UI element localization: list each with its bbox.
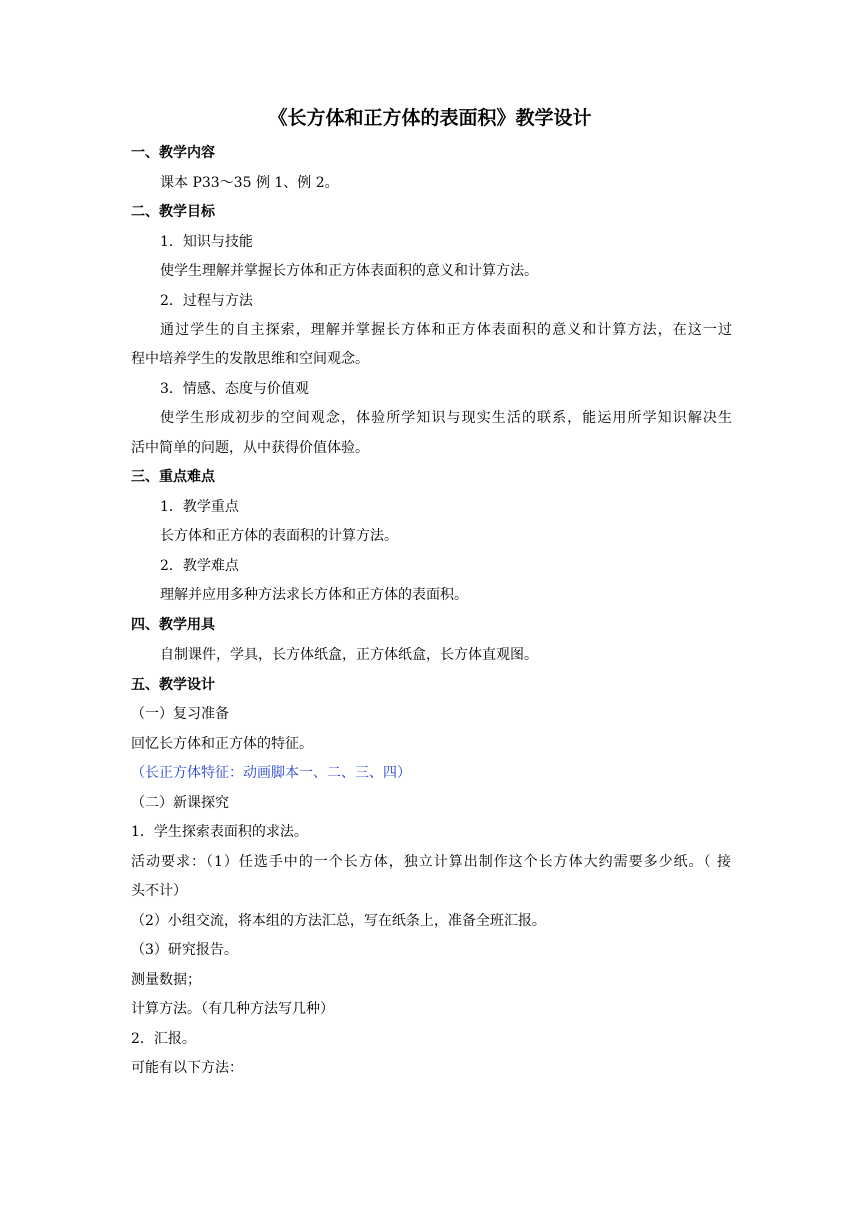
paragraph: 长方体和正方体的表面积的计算方法。 xyxy=(160,528,398,544)
paragraph: 自制课件，学具，长方体纸盒，正方体纸盒，长方体直观图。 xyxy=(160,647,538,663)
paragraph: 回忆长方体和正方体的特征。 xyxy=(131,736,313,752)
paragraph: 2．汇报。 xyxy=(131,1031,196,1047)
paragraph: 1．学生探索表面积的求法。 xyxy=(131,824,308,840)
paragraph: （2）小组交流，将本组的方法汇总，写在纸条上，准备全班汇报。 xyxy=(131,913,546,929)
subheading: 1．教学重点 xyxy=(160,499,239,515)
paragraph: 通过学生的自主探索，理解并掌握长方体和正方体表面积的意义和计算方法，在这一过 xyxy=(160,322,732,338)
paragraph: 课本 P33～35 例 1、例 2。 xyxy=(160,175,339,191)
paragraph: 计算方法。（有几种方法写几种） xyxy=(131,1001,334,1017)
paragraph-continuation: 头不计） xyxy=(131,883,187,899)
section-heading-content: 一、教学内容 xyxy=(131,145,215,161)
paragraph-continuation: 活中简单的问题，从中获得价值体验。 xyxy=(131,440,369,456)
paragraph: 测量数据； xyxy=(131,972,201,988)
section-heading-design: 五、教学设计 xyxy=(131,677,215,693)
paragraph: 活动要求：（1）任选手中的一个长方体，独立计算出制作这个长方体大约需要多少纸。（ 接 xyxy=(131,854,731,870)
paragraph: 可能有以下方法： xyxy=(131,1060,243,1076)
document-title: 《长方体和正方体的表面积》教学设计 xyxy=(268,107,592,129)
subheading: （一）复习准备 xyxy=(131,706,229,722)
subheading: 1．知识与技能 xyxy=(160,234,253,250)
subheading: 2．教学难点 xyxy=(160,558,239,574)
subheading: 2．过程与方法 xyxy=(160,293,253,309)
paragraph-continuation: 程中培养学生的发散思维和空间观念。 xyxy=(131,351,369,367)
subheading: 3．情感、态度与价值观 xyxy=(160,381,309,397)
section-heading-objectives: 二、教学目标 xyxy=(131,204,215,220)
paragraph: 理解并应用多种方法求长方体和正方体的表面积。 xyxy=(160,587,468,603)
section-heading-tools: 四、教学用具 xyxy=(131,617,215,633)
paragraph: 使学生形成初步的空间观念，体验所学知识与现实生活的联系，能运用所学知识解决生 xyxy=(160,410,732,426)
subheading: （二）新课探究 xyxy=(131,795,229,811)
paragraph: 使学生理解并掌握长方体和正方体表面积的意义和计算方法。 xyxy=(160,263,538,279)
paragraph: （3）研究报告。 xyxy=(131,942,238,958)
section-heading-key-points: 三、重点难点 xyxy=(131,469,215,485)
animation-script-link[interactable]: （长正方体特征：动画脚本一、二、三、四） xyxy=(131,765,411,781)
